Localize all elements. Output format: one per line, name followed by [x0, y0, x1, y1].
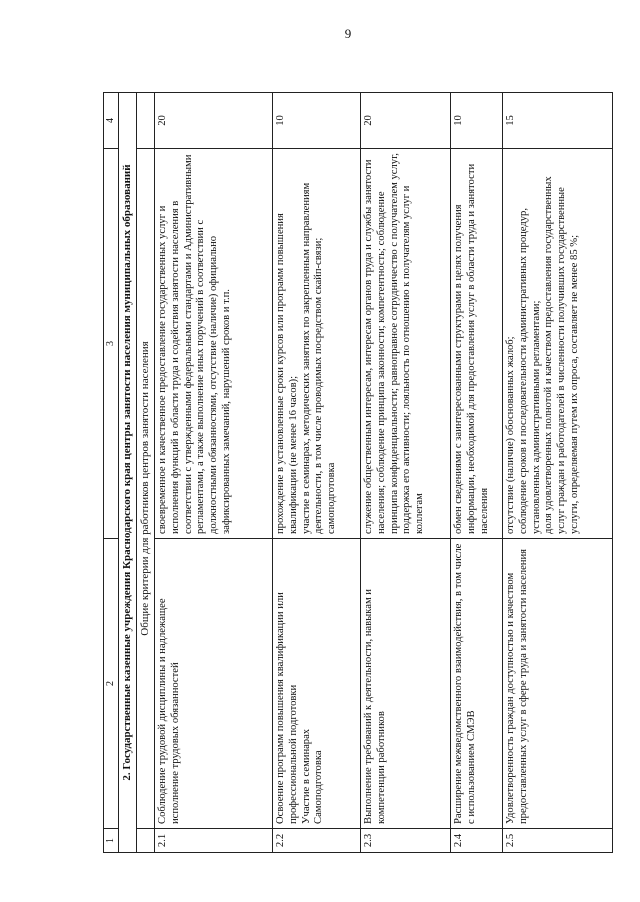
- section-row: [119, 93, 137, 853]
- row-number: 2.2: [273, 829, 361, 853]
- table-row: [451, 93, 503, 853]
- header-col-1: 1: [104, 829, 119, 853]
- subsection-row: [137, 93, 155, 853]
- row-criterion: Удовлетворенность граждан доступностью и качеством предоставленных услуг в сфере труда и занятости населения: [503, 539, 613, 829]
- rotated-table-frame: [103, 93, 640, 853]
- header-col-4: 4: [104, 93, 119, 149]
- row-points: 15: [503, 93, 613, 149]
- table-row: [361, 93, 451, 853]
- table-row: [273, 93, 361, 853]
- table-row: [503, 93, 613, 853]
- row-criterion: Соблюдение трудовой дисциплины и надлежащее исполнение трудовых обязанностей: [155, 539, 273, 829]
- row-points: 10: [273, 93, 361, 149]
- row-criterion: Выполнение требований к деятельности, навыкам и компетенции работников: [361, 539, 451, 829]
- row-criterion: Расширение межведомственного взаимодействия, в том числе с использованием СМЭВ: [451, 539, 503, 829]
- row-indicators: обмен сведениями с заинтересованными структурами в целях получения информации, необходимой для предоставления услуг в области труда и занятости населения: [451, 149, 503, 539]
- rotated-table-wrapper: [103, 93, 640, 853]
- header-col-3: 3: [104, 149, 119, 539]
- header-col-2: 2: [104, 539, 119, 829]
- page-number: 9: [344, 26, 352, 41]
- row-points: 10: [451, 93, 503, 149]
- subsection-empty-cell-right: [137, 93, 155, 149]
- subsection-empty-cell: [137, 829, 155, 853]
- row-indicators: отсутствие (наличие) обоснованных жалоб; соблюдение сроков и последовательности административных процедур, установленных административными регламентами; доля удовлетворенных полнотой и качеством предоставления государственных услуг граждан и работодателей в численности получивших государственные услуги, определяемая путем их опроса, составляет не менее 85 %;: [503, 149, 613, 539]
- row-points: 20: [361, 93, 451, 149]
- section-title: 2. Государственные казенные учреждения Краснодарского края центры занятости населения муниципальных образований: [119, 93, 137, 853]
- row-indicators: служение общественным интересам, интересам органов труда и службы занятости населения; соблюдение принципа законности; компетентность; соблюдение принципа конфиденциальности; равноправное сотрудничество с получателем услуг, поддержка его активности; лояльность по отношению к получателям услуг и коллегам: [361, 149, 451, 539]
- row-indicators: прохождение в установленные сроки курсов или программ повышения квалификации (не менее 16 часов); участие в семинарах, методических занятиях по закрепленным направлениям деятельности, в том числе проводимых посредством скайп-связи; самоподготовка: [273, 149, 361, 539]
- row-number: 2.1: [155, 829, 273, 853]
- table-header-row: [104, 93, 119, 853]
- row-number: 2.4: [451, 829, 503, 853]
- table-row: [155, 93, 273, 853]
- subsection-title: Общие критерии для работников центров занятости населения: [137, 149, 155, 829]
- row-number: 2.5: [503, 829, 613, 853]
- row-indicators: своевременное и качественное предоставление государственных услуг и исполнения функций в области труда и содействия занятости населения в соответствии с утвержденными федеральными стандартами и Административными регламентами, а также выполнение иных поручений в соответствии с должностными обязанностями, отсутствие (наличие) официально зафиксированных замечаний, нарушений сроков и т.п.: [155, 149, 273, 539]
- row-points: 20: [155, 93, 273, 149]
- row-criterion: Освоение программ повышения квалификации или профессиональной подготовки Участие в семинарах Самоподготовка: [273, 539, 361, 829]
- row-number: 2.3: [361, 829, 451, 853]
- criteria-table: [103, 92, 613, 853]
